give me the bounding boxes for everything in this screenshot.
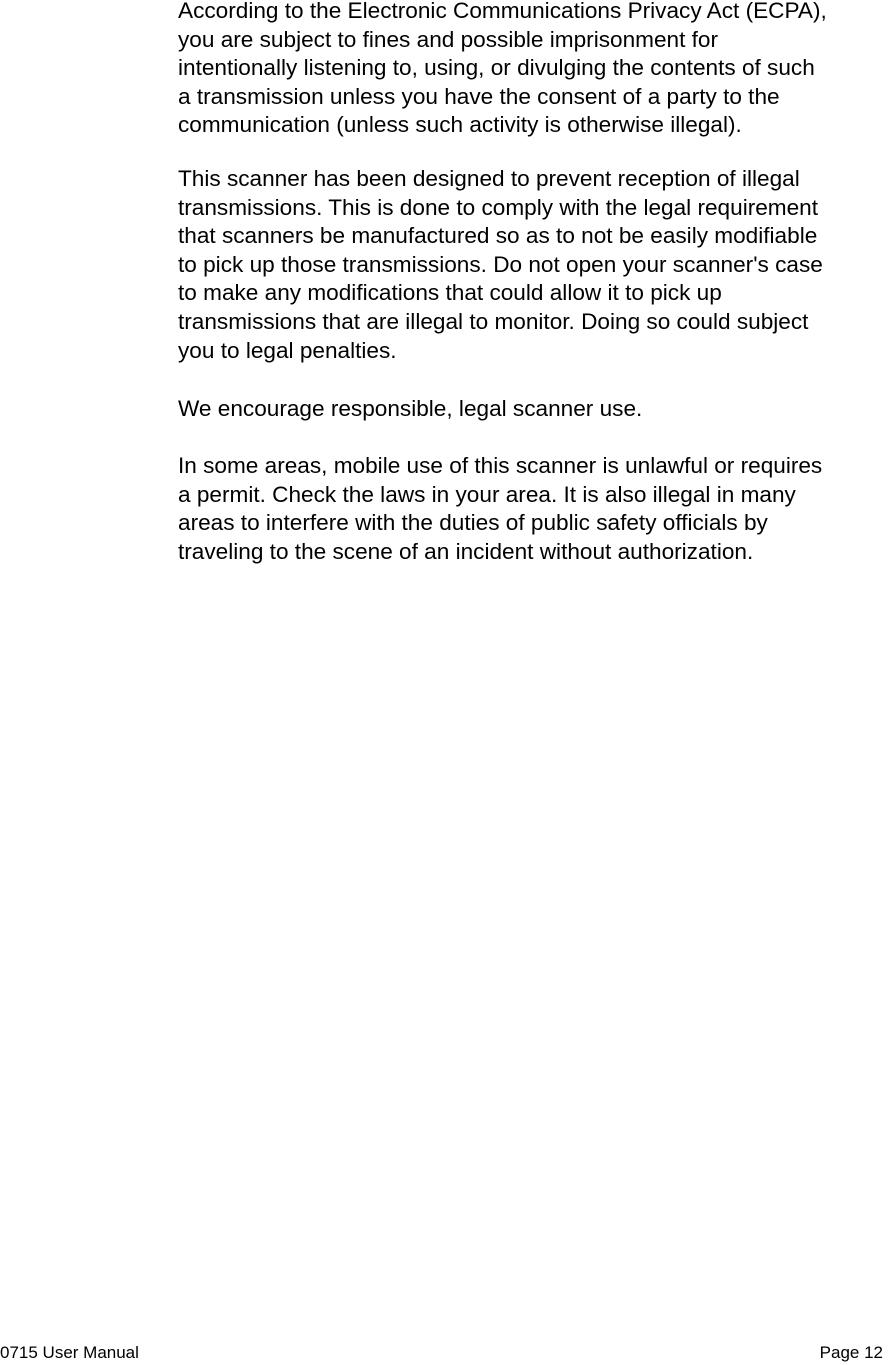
footer-page-number: Page 12 [819,1343,883,1362]
footer-manual-title: 0715 User Manual [0,1343,139,1362]
paragraph-ecpa-notice: According to the Electronic Communications Privacy Act (ECPA), you are subject to fines and possible imprisonment for intentionally listening to, using, or divulging the contents of such a transmission unless you have the consent of a party to the communication (unless such activity is otherwise illegal). [178,0,827,138]
paragraph-scanner-design: This scanner has been designed to prevent reception of illegal transmissions. This is done to comply with the legal requirement that scanners be manufactured so as to not be easily modifiable to pick up those transmissions. Do not open your scanner's case to make any modifications that could allow it to pick up transmissions that are illegal to monitor. Doing so could subject you to legal penalties. [178,166,823,363]
paragraph-mobile-use: In some areas, mobile use of this scanner is unlawful or requires a permit. Check the laws in your area. It is also illegal in many areas to interfere with the duties of public safety officials by traveling to the scene of an incident without authorization. [178,453,823,564]
paragraph-responsible-use: We encourage responsible, legal scanner use. [178,396,643,421]
